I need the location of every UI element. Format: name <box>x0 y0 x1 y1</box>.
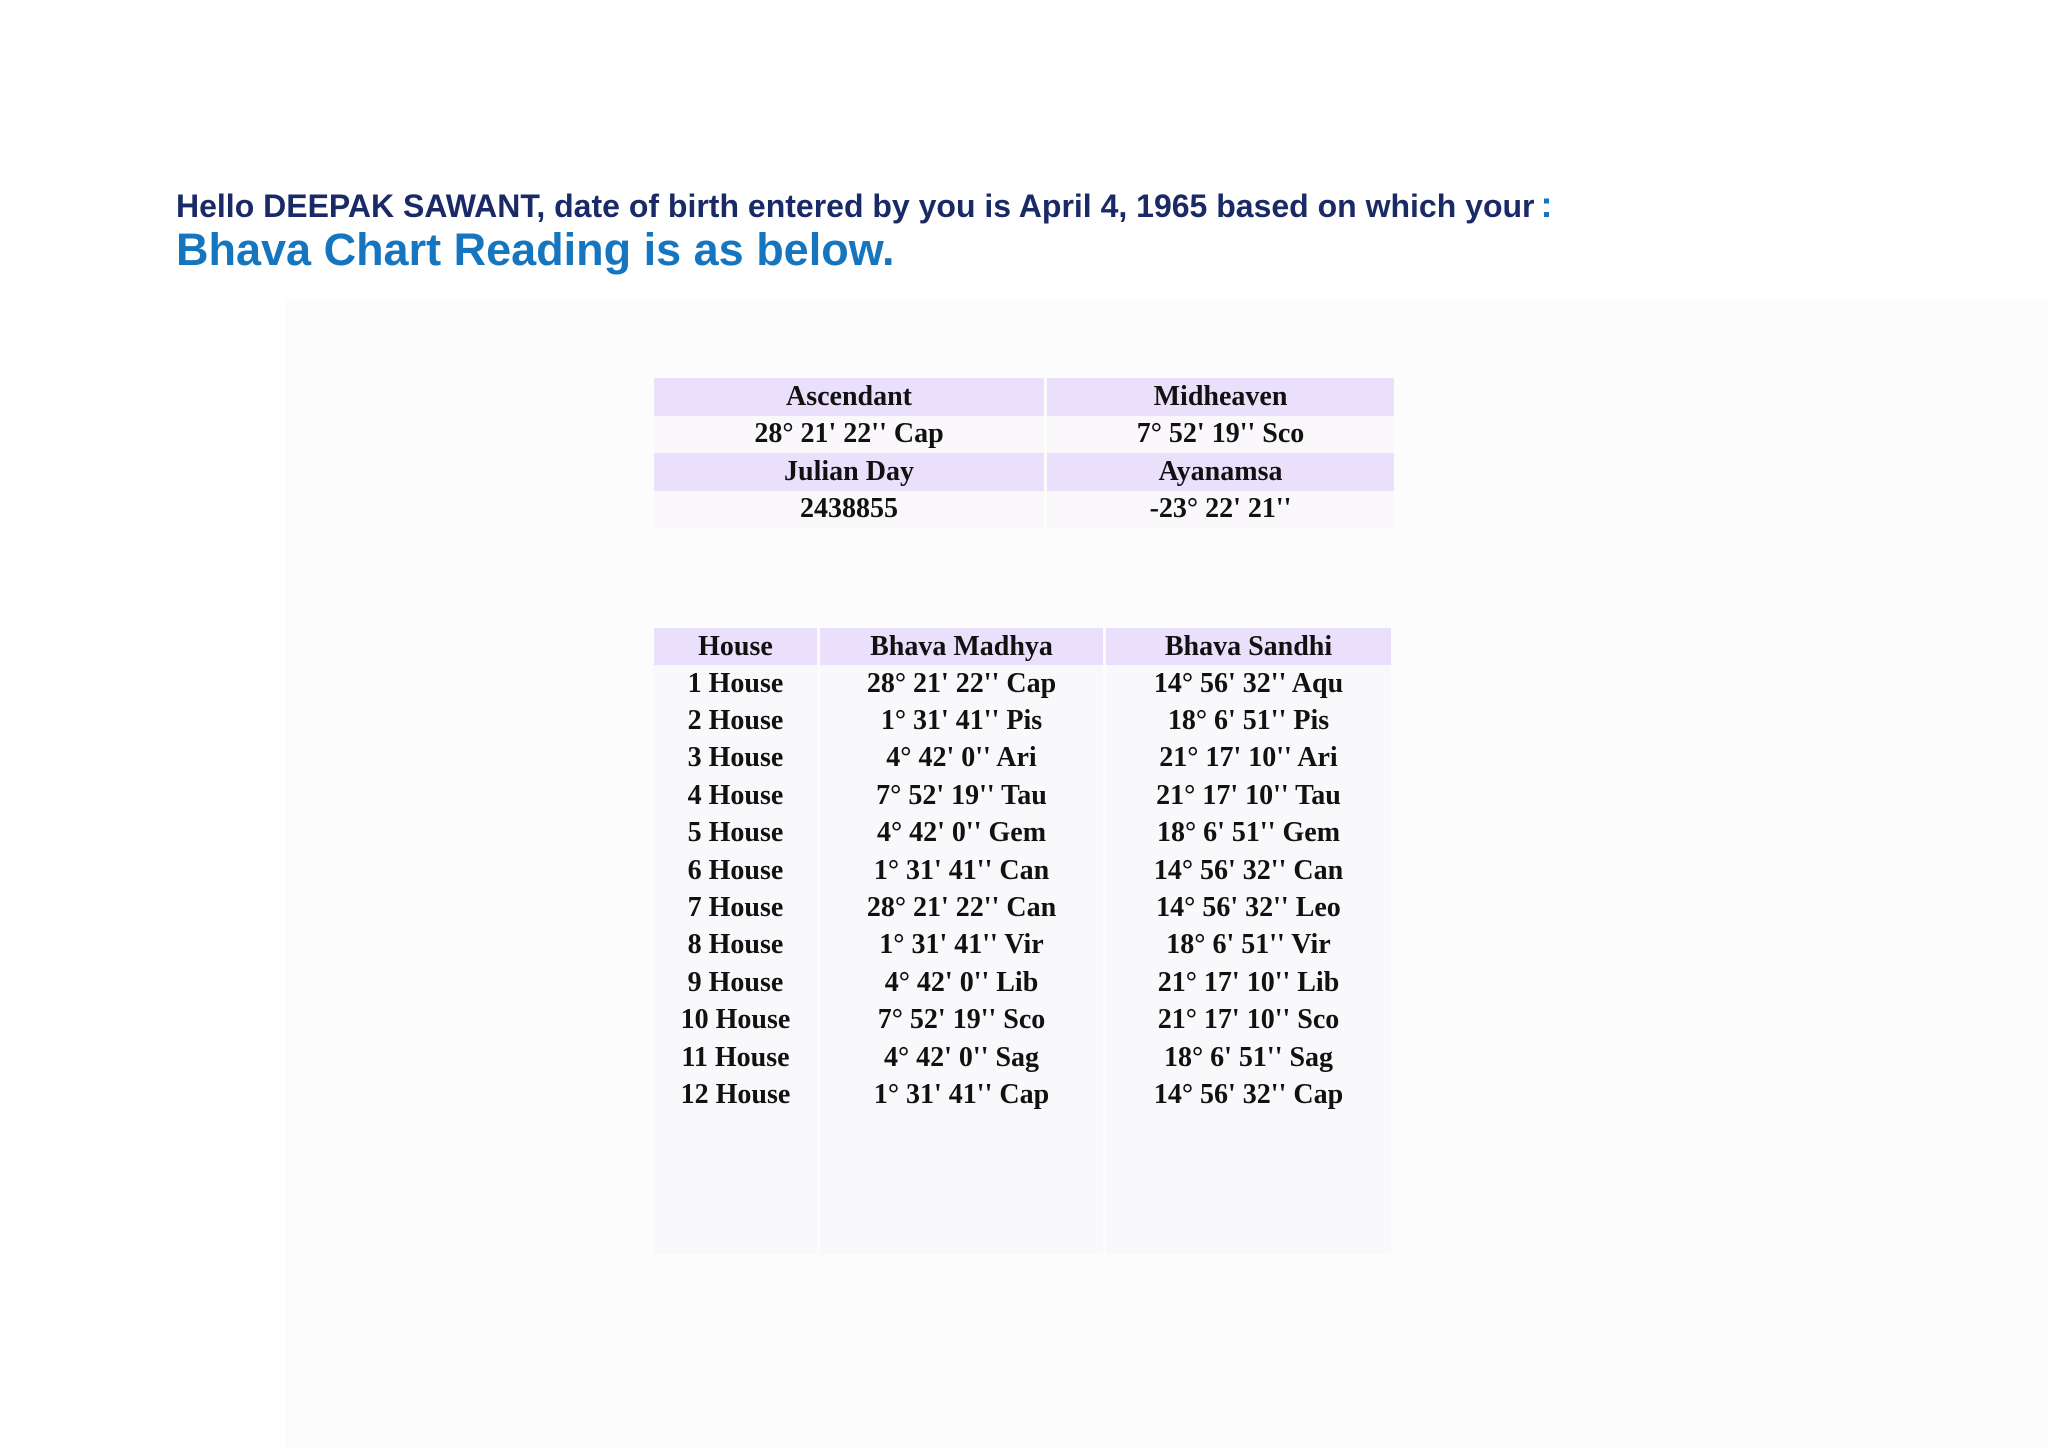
house-cell: 5 House <box>654 815 817 852</box>
summary-value-row <box>654 416 1394 454</box>
empty-cell <box>1106 1114 1391 1254</box>
table-row <box>654 815 1391 852</box>
greeting-text: Hello DEEPAK SAWANT, date of birth entered by you is April 4, 1965 based on which your <box>176 188 1535 224</box>
bhava-sandhi-cell: 18° 6' 51'' Vir <box>1106 927 1391 964</box>
empty-filler-row <box>654 1114 1391 1254</box>
house-cell: 12 House <box>654 1076 817 1113</box>
column-header-bhava-sandhi: Bhava Sandhi <box>1106 628 1391 665</box>
table-row <box>654 964 1391 1001</box>
julian-day-value: 2438855 <box>654 491 1044 529</box>
house-cell: 8 House <box>654 927 817 964</box>
julian-day-label: Julian Day <box>654 453 1044 491</box>
house-cell: 11 House <box>654 1039 817 1076</box>
bhava-house-table <box>651 628 1394 1254</box>
bhava-sandhi-cell: 18° 6' 51'' Pis <box>1106 702 1391 739</box>
bhava-sandhi-cell: 14° 56' 32'' Cap <box>1106 1076 1391 1113</box>
empty-cell <box>654 1114 817 1254</box>
summary-value-row <box>654 491 1394 529</box>
column-header-house: House <box>654 628 817 665</box>
bhava-madhya-cell: 1° 31' 41'' Pis <box>820 702 1103 739</box>
house-cell: 7 House <box>654 889 817 926</box>
bhava-sandhi-cell: 18° 6' 51'' Gem <box>1106 815 1391 852</box>
table-row <box>654 1039 1391 1076</box>
bhava-madhya-cell: 4° 42' 0'' Ari <box>820 740 1103 777</box>
house-cell: 3 House <box>654 740 817 777</box>
chart-summary-table <box>651 378 1397 528</box>
empty-cell <box>820 1114 1103 1254</box>
table-row <box>654 852 1391 889</box>
house-cell: 4 House <box>654 777 817 814</box>
bhava-sandhi-cell: 21° 17' 10'' Lib <box>1106 964 1391 1001</box>
table-row <box>654 1002 1391 1039</box>
bhava-sandhi-cell: 14° 56' 32'' Aqu <box>1106 665 1391 702</box>
ascendant-value: 28° 21' 22'' Cap <box>654 416 1044 454</box>
bhava-madhya-cell: 4° 42' 0'' Gem <box>820 815 1103 852</box>
bhava-madhya-cell: 4° 42' 0'' Lib <box>820 964 1103 1001</box>
table-row <box>654 740 1391 777</box>
bhava-madhya-cell: 7° 52' 19'' Tau <box>820 777 1103 814</box>
house-cell: 2 House <box>654 702 817 739</box>
bhava-sandhi-cell: 14° 56' 32'' Can <box>1106 852 1391 889</box>
greeting-line <box>176 184 1552 226</box>
house-table-header <box>654 628 1391 665</box>
table-row <box>654 1076 1391 1113</box>
table-row <box>654 927 1391 964</box>
summary-header-row <box>654 453 1394 491</box>
summary-header-row <box>654 378 1394 416</box>
ayanamsa-value: -23° 22' 21'' <box>1047 491 1394 529</box>
ascendant-label: Ascendant <box>654 378 1044 416</box>
greeting-colon: : <box>1540 184 1553 225</box>
bhava-madhya-cell: 28° 21' 22'' Can <box>820 889 1103 926</box>
column-header-bhava-madhya: Bhava Madhya <box>820 628 1103 665</box>
bhava-madhya-cell: 1° 31' 41'' Can <box>820 852 1103 889</box>
bhava-madhya-cell: 4° 42' 0'' Sag <box>820 1039 1103 1076</box>
bhava-sandhi-cell: 14° 56' 32'' Leo <box>1106 889 1391 926</box>
ayanamsa-label: Ayanamsa <box>1047 453 1394 491</box>
bhava-madhya-cell: 28° 21' 22'' Cap <box>820 665 1103 702</box>
house-cell: 9 House <box>654 964 817 1001</box>
page-title: Bhava Chart Reading is as below. <box>176 224 895 275</box>
bhava-sandhi-cell: 21° 17' 10'' Ari <box>1106 740 1391 777</box>
table-row <box>654 702 1391 739</box>
bhava-sandhi-cell: 21° 17' 10'' Sco <box>1106 1002 1391 1039</box>
house-cell: 1 House <box>654 665 817 702</box>
midheaven-label: Midheaven <box>1047 378 1394 416</box>
table-row <box>654 665 1391 702</box>
table-row <box>654 889 1391 926</box>
bhava-sandhi-cell: 21° 17' 10'' Tau <box>1106 777 1391 814</box>
house-cell: 6 House <box>654 852 817 889</box>
midheaven-value: 7° 52' 19'' Sco <box>1047 416 1394 454</box>
bhava-sandhi-cell: 18° 6' 51'' Sag <box>1106 1039 1391 1076</box>
bhava-madhya-cell: 1° 31' 41'' Cap <box>820 1076 1103 1113</box>
house-cell: 10 House <box>654 1002 817 1039</box>
bhava-madhya-cell: 1° 31' 41'' Vir <box>820 927 1103 964</box>
bhava-madhya-cell: 7° 52' 19'' Sco <box>820 1002 1103 1039</box>
table-row <box>654 777 1391 814</box>
